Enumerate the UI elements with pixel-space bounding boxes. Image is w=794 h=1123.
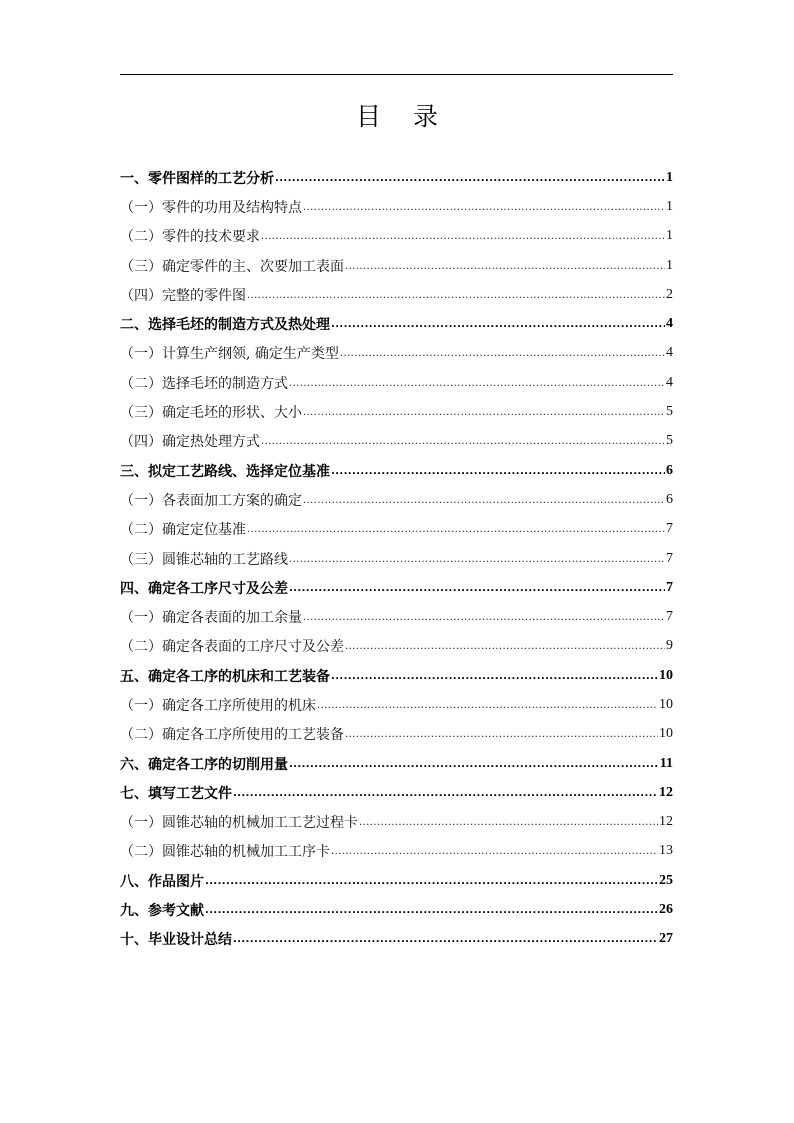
toc-dot-leader [261, 434, 665, 448]
toc-section-entry[interactable] [120, 309, 673, 338]
toc-subsection-entry[interactable] [120, 632, 673, 661]
toc-dot-leader [317, 698, 658, 712]
toc-subsection-entry[interactable] [120, 515, 673, 544]
toc-entry-text: 五、确定各工序的机床和工艺装备 [120, 668, 330, 685]
toc-subsection-entry[interactable] [120, 192, 673, 221]
toc-page-number: 11 [659, 755, 673, 771]
toc-page-number: 10 [659, 667, 673, 683]
toc-subsection-entry[interactable] [120, 339, 673, 368]
toc-entry-text: （一）确定各表面的加工余量 [120, 610, 302, 627]
toc-page-number: 6 [666, 462, 673, 478]
toc-dot-leader [345, 727, 658, 741]
toc-section-entry[interactable] [120, 749, 673, 778]
toc-entry-text: （二）确定各工序所使用的工艺装备 [120, 727, 344, 744]
toc-subsection-entry[interactable] [120, 485, 673, 514]
toc-dot-leader [303, 610, 665, 624]
toc-subsection-entry[interactable] [120, 544, 673, 573]
toc-entry-text: （一）确定各工序所使用的机床 [120, 697, 316, 714]
toc-dot-leader [275, 171, 665, 185]
toc-dot-leader [289, 552, 665, 566]
toc-subsection-entry[interactable] [120, 222, 673, 251]
toc-dot-leader [289, 581, 665, 595]
toc-dot-leader [205, 874, 658, 888]
toc-entry-text: 四、确定各工序尺寸及公差 [120, 580, 288, 597]
toc-page-number: 4 [666, 345, 673, 361]
toc-page-number: 10 [659, 726, 673, 742]
toc-page-number: 2 [666, 286, 673, 302]
toc-entry-text: 八、作品图片 [120, 873, 204, 890]
toc-entry-text: 六、确定各工序的切削用量 [120, 756, 288, 773]
toc-dot-leader [247, 522, 665, 536]
toc-entry-text: （一）计算生产纲领, 确定生产类型 [120, 346, 339, 363]
toc-dot-leader [303, 405, 665, 419]
toc-entry-text: （一）圆锥芯轴的机械加工工艺过程卡 [120, 815, 358, 832]
toc-dot-leader [233, 786, 658, 800]
toc-page-number: 7 [666, 550, 673, 566]
toc-dot-leader [303, 493, 665, 507]
toc-subsection-entry[interactable] [120, 368, 673, 397]
toc-page-number: 7 [666, 609, 673, 625]
toc-entry-text: （二）圆锥芯轴的机械加工工序卡 [120, 844, 330, 861]
table-of-contents [120, 163, 673, 954]
toc-page-number: 10 [659, 696, 673, 712]
toc-page-number: 5 [666, 404, 673, 420]
toc-entry-text: （二）零件的技术要求 [120, 229, 260, 246]
toc-entry-text: 二、选择毛坯的制造方式及热处理 [120, 317, 330, 334]
toc-entry-text: 九、参考文献 [120, 903, 204, 920]
toc-dot-leader [289, 376, 665, 390]
toc-subsection-entry[interactable] [120, 837, 673, 866]
toc-dot-leader [331, 669, 658, 683]
toc-subsection-entry[interactable] [120, 720, 673, 749]
toc-dot-leader [331, 317, 665, 331]
toc-page-number: 13 [659, 843, 673, 859]
toc-section-entry[interactable] [120, 661, 673, 690]
toc-dot-leader [247, 288, 665, 302]
toc-entry-text: （四）完整的零件图 [120, 287, 246, 304]
toc-section-entry[interactable] [120, 925, 673, 954]
toc-page-number: 25 [659, 872, 673, 888]
toc-page-number: 1 [666, 228, 673, 244]
toc-page-number: 27 [659, 931, 673, 947]
toc-dot-leader [205, 903, 658, 917]
toc-subsection-entry[interactable] [120, 397, 673, 426]
toc-page-number: 9 [666, 638, 673, 654]
toc-dot-leader [340, 346, 665, 360]
toc-subsection-entry[interactable] [120, 690, 673, 719]
toc-dot-leader [289, 757, 659, 771]
toc-subsection-entry[interactable] [120, 602, 673, 631]
toc-section-entry[interactable] [120, 866, 673, 895]
toc-dot-leader [345, 639, 665, 653]
toc-section-entry[interactable] [120, 456, 673, 485]
toc-subsection-entry[interactable] [120, 251, 673, 280]
toc-dot-leader [303, 200, 665, 214]
toc-page-number: 26 [659, 902, 673, 918]
toc-dot-leader [331, 464, 665, 478]
toc-page-number: 5 [666, 433, 673, 449]
toc-entry-text: 一、零件图样的工艺分析 [120, 170, 274, 187]
toc-page-number: 4 [666, 316, 673, 332]
toc-page-number: 1 [666, 198, 673, 214]
toc-dot-leader [261, 229, 665, 243]
toc-page-number: 6 [666, 491, 673, 507]
toc-title: 目 录 [356, 102, 450, 131]
toc-section-entry[interactable] [120, 573, 673, 602]
toc-page-number: 1 [666, 169, 673, 185]
toc-entry-text: 七、填写工艺文件 [120, 785, 232, 802]
toc-entry-text: （三）确定毛坯的形状、大小 [120, 405, 302, 422]
toc-entry-text: 十、毕业设计总结 [120, 932, 232, 949]
toc-page-number: 4 [666, 374, 673, 390]
toc-entry-text: （二）确定各表面的工序尺寸及公差 [120, 639, 344, 656]
toc-page-number: 7 [666, 521, 673, 537]
toc-page-number: 7 [666, 579, 673, 595]
toc-entry-text: （四）确定热处理方式 [120, 434, 260, 451]
toc-section-entry[interactable] [120, 778, 673, 807]
toc-dot-leader [331, 844, 658, 858]
toc-dot-leader [359, 815, 658, 829]
toc-entry-text: （三）确定零件的主、次要加工表面 [120, 258, 344, 275]
toc-dot-leader [345, 259, 665, 273]
toc-section-entry[interactable] [120, 895, 673, 924]
toc-page-number: 12 [659, 814, 673, 830]
toc-entry-text: （三）圆锥芯轴的工艺路线 [120, 551, 288, 568]
toc-entry-text: （二）确定定位基准 [120, 522, 246, 539]
toc-section-entry[interactable] [120, 163, 673, 192]
header-rule [120, 74, 673, 75]
toc-page-number: 12 [659, 784, 673, 800]
toc-entry-text: （二）选择毛坯的制造方式 [120, 375, 288, 392]
toc-subsection-entry[interactable] [120, 427, 673, 456]
toc-entry-text: （一）零件的功用及结构特点 [120, 199, 302, 216]
toc-subsection-entry[interactable] [120, 808, 673, 837]
toc-entry-text: （一）各表面加工方案的确定 [120, 492, 302, 509]
toc-entry-text: 三、拟定工艺路线、选择定位基准 [120, 463, 330, 480]
toc-dot-leader [233, 932, 658, 946]
toc-page-number: 1 [666, 257, 673, 273]
toc-subsection-entry[interactable] [120, 280, 673, 309]
